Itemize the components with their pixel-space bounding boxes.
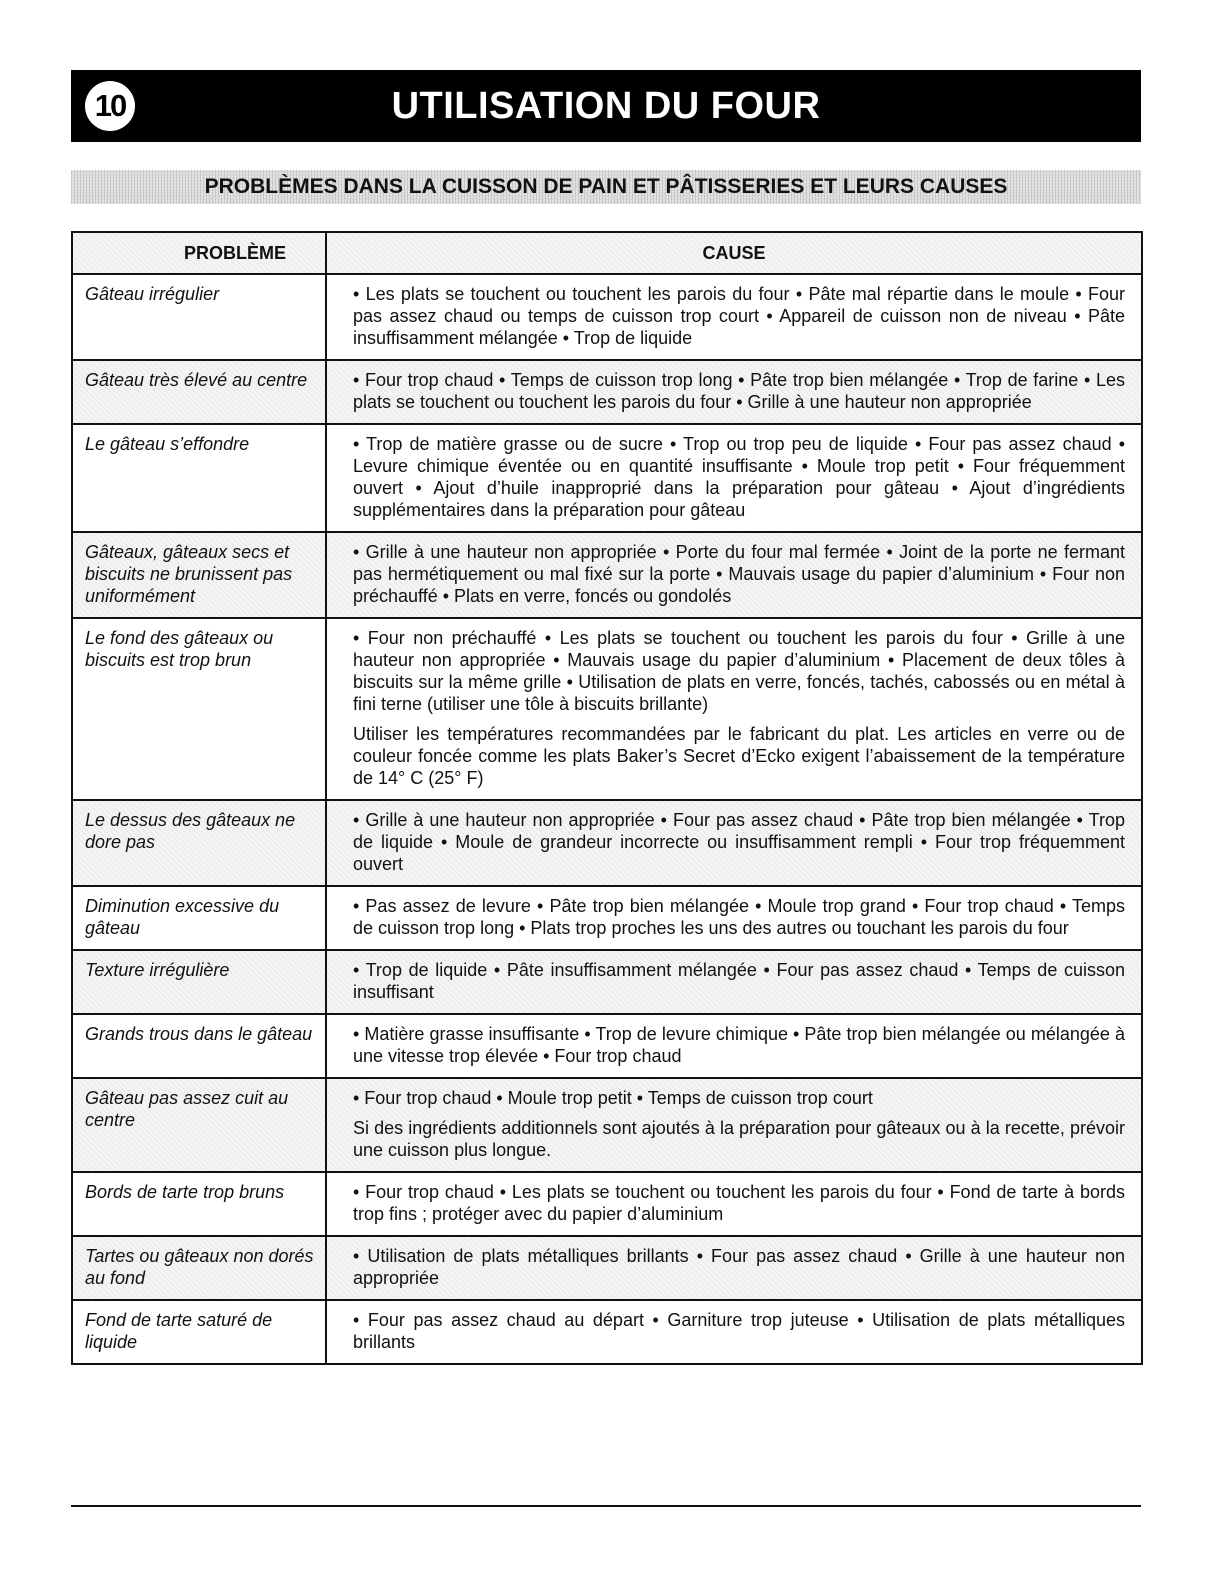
table-row — [72, 950, 1142, 1014]
section-title-bar — [71, 70, 1141, 142]
cause-text: • Trop de matière grasse ou de sucre • Trop ou trop peu de liquide • Four pas assez chaud • Levure chimique éventée ou en quantité insuffisante • Moule trop petit • Four fréquemment ouvert • Ajout d’huile inapproprié dans la préparation pour gâteau • Ajout d’ingrédients supplémentaires dans la préparation pour gâteau — [353, 434, 1125, 520]
cause-note: Si des ingrédients additionnels sont ajoutés à la préparation pour gâteaux ou à la recette, prévoir une cuisson plus longue. — [353, 1118, 1125, 1160]
column-header-cause: CAUSE — [326, 232, 1142, 274]
page-title: UTILISATION DU FOUR — [391, 85, 821, 127]
cause-text: • Four trop chaud • Moule trop petit • Temps de cuisson trop court — [353, 1088, 873, 1108]
cause-text: • Matière grasse insuffisante • Trop de levure chimique • Pâte trop bien mélangée ou mélangée à une vitesse trop élevée • Four trop chaud — [353, 1024, 1125, 1066]
cause-text: • Utilisation de plats métalliques brillants • Four pas assez chaud • Grille à une hauteur non appropriée — [353, 1246, 1125, 1288]
problem-cell: Gâteaux, gâteaux secs et biscuits ne brunissent pas uniformément — [72, 532, 326, 618]
cause-cell — [326, 274, 1142, 360]
cause-text: • Four pas assez chaud au départ • Garniture trop juteuse • Utilisation de plats métalliques brillants — [353, 1310, 1125, 1352]
table-header-row — [72, 232, 1142, 274]
problem-cell: Fond de tarte saturé de liquide — [72, 1300, 326, 1364]
cause-cell — [326, 1300, 1142, 1364]
cause-cell — [326, 1236, 1142, 1300]
cause-text: • Four trop chaud • Les plats se touchent ou touchent les parois du four • Fond de tarte à bords trop fins ; protéger avec du papier d’aluminium — [353, 1182, 1125, 1224]
problem-cell: Le gâteau s’effondre — [72, 424, 326, 532]
cause-cell — [326, 618, 1142, 800]
cause-cell — [326, 1014, 1142, 1078]
problem-cell: Le dessus des gâteaux ne dore pas — [72, 800, 326, 886]
cause-cell — [326, 886, 1142, 950]
problem-cell: Diminution excessive du gâteau — [72, 886, 326, 950]
problem-cell: Tartes ou gâteaux non dorés au fond — [72, 1236, 326, 1300]
table-row — [72, 800, 1142, 886]
problem-cell: Grands trous dans le gâteau — [72, 1014, 326, 1078]
cause-cell — [326, 1078, 1142, 1172]
section-number-badge: 10 — [85, 81, 135, 131]
table-row — [72, 1300, 1142, 1364]
cause-cell — [326, 950, 1142, 1014]
column-header-problem: PROBLÈME — [72, 232, 326, 274]
problem-cell: Texture irrégulière — [72, 950, 326, 1014]
footer-divider — [71, 1505, 1141, 1507]
problem-cell: Bords de tarte trop bruns — [72, 1172, 326, 1236]
table-row — [72, 1172, 1142, 1236]
table-row — [72, 424, 1142, 532]
subtitle-bar — [71, 170, 1141, 204]
cause-text: • Grille à une hauteur non appropriée • Porte du four mal fermée • Joint de la porte ne fermant pas hermétiquement ou mal fixé sur la porte • Mauvais usage du papier d’aluminium • Four non préchauffé • Plats en verre, foncés ou gondolés — [353, 542, 1125, 606]
table-row — [72, 1236, 1142, 1300]
cause-cell — [326, 532, 1142, 618]
cause-text: • Pas assez de levure • Pâte trop bien mélangée • Moule trop grand • Four trop chaud • Temps de cuisson trop long • Plats trop proches les uns des autres ou touchant les parois du four — [353, 896, 1125, 938]
problem-cell: Gâteau pas assez cuit au centre — [72, 1078, 326, 1172]
section-subtitle: PROBLÈMES DANS LA CUISSON DE PAIN ET PÂTISSERIES ET LEURS CAUSES — [204, 175, 1008, 198]
table-row — [72, 274, 1142, 360]
cause-text: • Four non préchauffé • Les plats se touchent ou touchent les parois du four • Grille à une hauteur non appropriée • Mauvais usage du papier d’aluminium • Placement de deux tôles à biscuits sur la même grille • Utilisation de plats en verre, foncés, tachés, cabossés ou en métal à fini terne (utiliser une tôle à biscuits brillante) — [353, 628, 1125, 714]
cause-text: • Grille à une hauteur non appropriée • Four pas assez chaud • Pâte trop bien mélangée • Trop de liquide • Moule de grandeur incorrecte ou insuffisamment rempli • Four trop fréquemment ouvert — [353, 810, 1125, 874]
cause-text: • Trop de liquide • Pâte insuffisamment mélangée • Four pas assez chaud • Temps de cuisson insuffisant — [353, 960, 1125, 1002]
cause-note: Utiliser les températures recommandées par le fabricant du plat. Les articles en verre ou de couleur foncée comme les plats Baker’s Secret d’Ecko exigent l’abaissement de la température de 14° C (25° F) — [353, 724, 1125, 788]
problem-cell: Gâteau très élevé au centre — [72, 360, 326, 424]
problem-cell: Le fond des gâteaux ou biscuits est trop brun — [72, 618, 326, 800]
table-row — [72, 886, 1142, 950]
cause-text: • Four trop chaud • Temps de cuisson trop long • Pâte trop bien mélangée • Trop de farine • Les plats se touchent ou touchent les parois du four • Grille à une hauteur non appropriée — [353, 370, 1125, 412]
table-row — [72, 618, 1142, 800]
cause-cell — [326, 1172, 1142, 1236]
table-row — [72, 360, 1142, 424]
table-row — [72, 1014, 1142, 1078]
problem-cell: Gâteau irrégulier — [72, 274, 326, 360]
cause-cell — [326, 424, 1142, 532]
cause-cell — [326, 360, 1142, 424]
troubleshooting-table — [71, 231, 1143, 1365]
cause-text: • Les plats se touchent ou touchent les parois du four • Pâte mal répartie dans le moule • Four pas assez chaud ou temps de cuisson trop court • Appareil de cuisson non de niveau • Pâte insuffisamment mélangée • Trop de liquide — [353, 284, 1125, 348]
table-row — [72, 532, 1142, 618]
cause-cell — [326, 800, 1142, 886]
table-row — [72, 1078, 1142, 1172]
